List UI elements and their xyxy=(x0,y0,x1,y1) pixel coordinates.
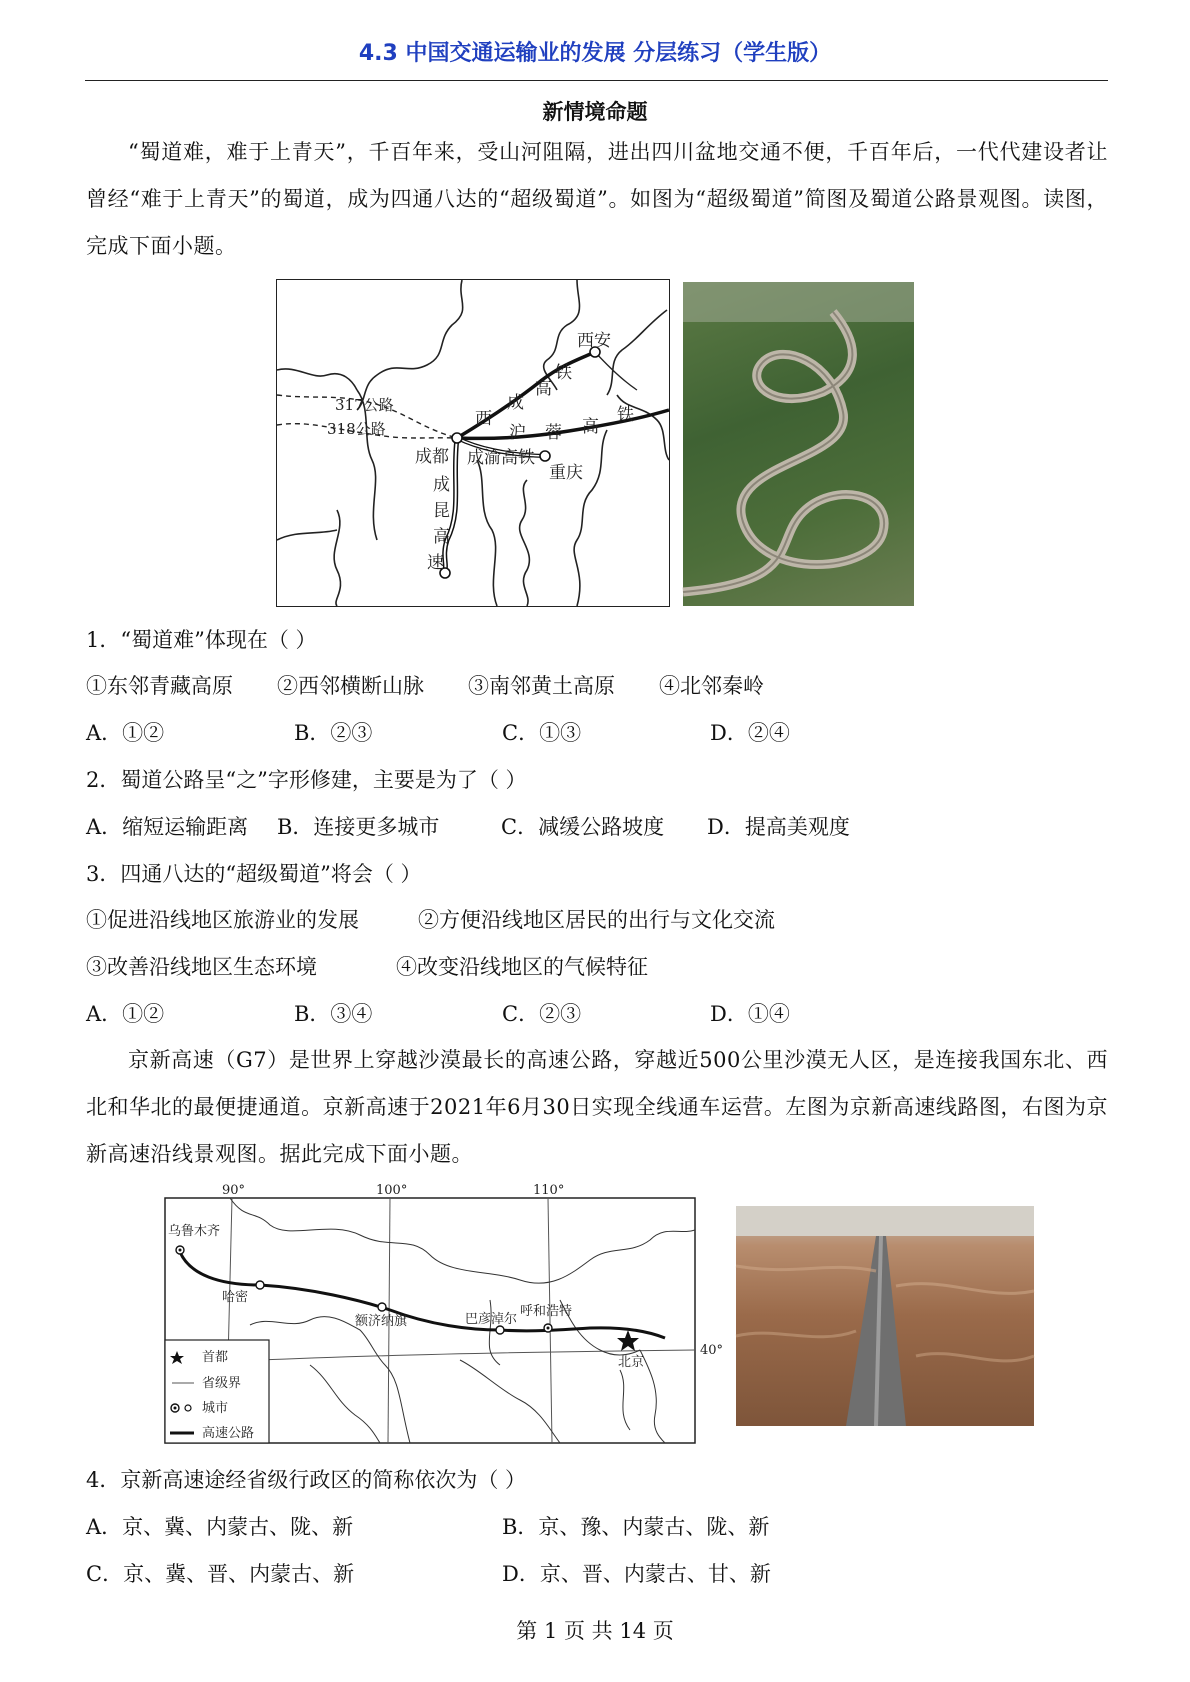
q3-options xyxy=(86,998,1108,1028)
q3-stem: 3．四通八达的“超级蜀道”将会（ ） xyxy=(86,862,422,886)
q4-option-c[interactable]: C．京、冀、晋、内蒙古、新 xyxy=(86,1562,355,1586)
hurong-char-4: 铁 xyxy=(617,405,634,425)
intro-paragraph-1: “蜀道难，难于上青天”，千百年来，受山河阻隔，进出四川盆地交通不便，千百年后，一代代建设者让曾经“难于上青天”的蜀道，成为四通八达的“超级蜀道”。如图为“超级蜀道”简图及蜀道公路景观图。读图，完成下面小题。 xyxy=(86,140,1108,258)
shudao-map-svg xyxy=(277,280,669,606)
q4-options-row1 xyxy=(86,1511,1108,1541)
lon-100-label: 100° xyxy=(376,1183,408,1198)
ejina-marker xyxy=(378,1303,386,1311)
q4-option-d[interactable]: D．京、晋、内蒙古、甘、新 xyxy=(502,1562,771,1586)
hami-marker xyxy=(256,1281,264,1289)
xicheng-char-1: 西 xyxy=(475,409,492,429)
q2-stem: 2．蜀道公路呈“之”字形修建，主要是为了（ ） xyxy=(86,768,527,792)
page-footer: 第 1 页 共 14 页 xyxy=(516,1619,674,1643)
q1-item-4: ④北邻秦岭 xyxy=(659,674,764,698)
q4-option-b[interactable]: B．京、豫、内蒙古、陇、新 xyxy=(502,1515,770,1539)
city-label-ejina: 额济纳旗 xyxy=(355,1314,408,1329)
q4-options-row2 xyxy=(86,1558,1108,1588)
chengdu-label: 成都 xyxy=(415,447,449,467)
q1-stem: 1．“蜀道难”体现在（ ） xyxy=(86,628,317,652)
q4-stem: 4．京新高速途经省级行政区的简称依次为（ ） xyxy=(86,1468,527,1492)
city-label-hohhot: 呼和浩特 xyxy=(520,1304,573,1319)
q2-option-b[interactable]: B．连接更多城市 xyxy=(277,815,440,839)
chengkun-char-4: 速 xyxy=(427,553,444,573)
shudao-map xyxy=(276,279,670,607)
q4-option-a[interactable]: A．京、冀、内蒙古、陇、新 xyxy=(86,1515,354,1539)
xicheng-char-4: 铁 xyxy=(555,363,572,383)
q1-option-b[interactable]: B．②③ xyxy=(294,721,373,745)
q3-option-b[interactable]: B．③④ xyxy=(294,1002,373,1026)
q1-item-1: ①东邻青藏高原 xyxy=(86,674,233,698)
legend-city-label: 城市 xyxy=(202,1401,229,1416)
road-317-label: 317公路 xyxy=(335,396,394,414)
q2-option-d[interactable]: D．提高美观度 xyxy=(707,815,850,839)
legend-border-label: 省级界 xyxy=(202,1376,242,1391)
q3-item-3: ③改善沿线地区生态环境 xyxy=(86,955,317,979)
q1-option-c[interactable]: C．①③ xyxy=(502,721,582,745)
hurong-char-1: 沪 xyxy=(509,423,526,443)
q3-item-4: ④改变沿线地区的气候特征 xyxy=(396,955,648,979)
shudao-photo xyxy=(683,282,914,606)
page-header: 4.3 中国交通运输业的发展 分层练习（学生版） xyxy=(358,41,832,66)
lon-110-label: 110° xyxy=(533,1183,565,1198)
chengyu-label: 成渝高铁 xyxy=(467,448,535,468)
section-title: 新情境命题 xyxy=(542,99,648,124)
q1-item-2: ②西邻横断山脉 xyxy=(277,674,424,698)
chengdu-marker xyxy=(452,433,462,443)
q3-items-row1 xyxy=(86,904,1108,934)
bayannur-marker xyxy=(496,1326,504,1334)
city-label-hami: 哈密 xyxy=(222,1290,249,1305)
q3-items-row2 xyxy=(86,951,1108,981)
legend-capital-label: 首都 xyxy=(202,1350,229,1365)
xicheng-char-3: 高 xyxy=(535,379,552,399)
q2-options xyxy=(86,811,1108,841)
q1-option-a[interactable]: A．①② xyxy=(86,721,165,745)
q3-item-2: ②方便沿线地区居民的出行与文化交流 xyxy=(418,908,775,932)
q3-option-a[interactable]: A．①② xyxy=(86,1002,165,1026)
xicheng-char-2: 成 xyxy=(507,393,524,413)
lon-90-label: 90° xyxy=(222,1183,246,1198)
q3-option-d[interactable]: D．①④ xyxy=(710,1002,790,1026)
header-rule xyxy=(85,80,1108,81)
lat-40-label: 40° xyxy=(700,1343,724,1358)
q1-item-3: ③南邻黄土高原 xyxy=(468,674,615,698)
city-label-beijing: 北京 xyxy=(618,1355,645,1370)
city-label-urumqi: 乌鲁木齐 xyxy=(168,1224,221,1239)
chengkun-char-1: 成 xyxy=(433,475,450,495)
chengkun-char-2: 昆 xyxy=(433,501,450,521)
hurong-char-2: 蓉 xyxy=(545,423,562,443)
intro-paragraph-2: 京新高速（G7）是世界上穿越沙漠最长的高速公路，穿越近500公里沙漠无人区，是连接我国东北、西北和华北的最便捷通道。京新高速于2021年6月30日实现全线通车运营。左图为京新高速线路图，右图为京新高速沿线景观图。据此完成下面小题。 xyxy=(86,1048,1108,1166)
city-label-bayannur: 巴彦淖尔 xyxy=(465,1312,518,1327)
shudao-photo-svg xyxy=(683,282,914,606)
road-318-label: 318公路 xyxy=(327,420,386,438)
legend-highway-label: 高速公路 xyxy=(202,1426,255,1441)
q2-option-c[interactable]: C．减缓公路坡度 xyxy=(501,815,665,839)
jingxin-photo xyxy=(736,1206,1034,1426)
chongqing-marker xyxy=(540,451,550,461)
q1-options xyxy=(86,717,1108,747)
xian-label: 西安 xyxy=(577,331,611,351)
jingxin-photo-svg xyxy=(736,1206,1034,1426)
q1-option-d[interactable]: D．②④ xyxy=(710,721,790,745)
q3-option-c[interactable]: C．②③ xyxy=(502,1002,582,1026)
q3-item-1: ①促进沿线地区旅游业的发展 xyxy=(86,908,359,932)
jingxin-map-svg xyxy=(160,1180,724,1448)
q2-option-a[interactable]: A．缩短运输距离 xyxy=(86,815,249,839)
chongqing-label: 重庆 xyxy=(549,463,583,483)
hurong-char-3: 高 xyxy=(582,417,599,437)
q1-items xyxy=(86,670,1108,700)
jingxin-map xyxy=(160,1180,724,1448)
chengkun-char-3: 高 xyxy=(433,527,450,547)
